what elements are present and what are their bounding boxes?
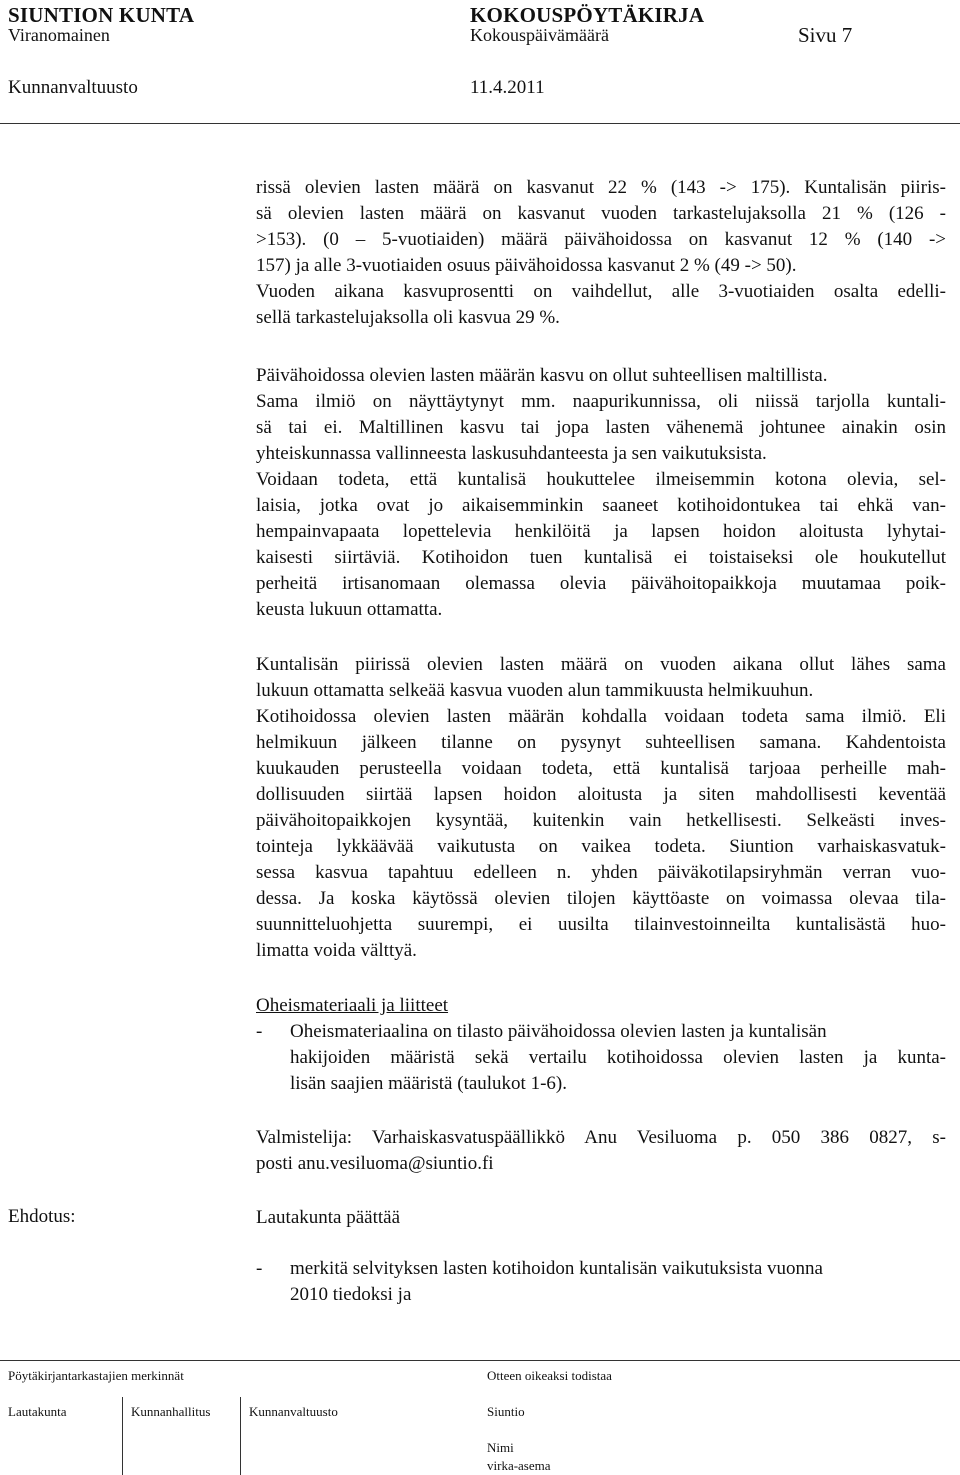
text-line: yhteiskunnassa vallinneesta laskusuhdanteesta ja sen vaikutuksista. <box>256 443 767 464</box>
paragraph-1 <box>256 175 946 331</box>
text-line: kuukauden perusteella voidaan todeta, että kuntalisä tarjoaa perheille mah- <box>256 758 946 779</box>
footer-column-divider <box>122 1397 123 1475</box>
text-line: 157) ja alle 3-vuotiaiden osuus päivähoidossa kasvanut 2 % (49 -> 50). <box>256 255 797 276</box>
page-number: Sivu 7 <box>798 23 853 47</box>
text-line: laisia, jotka ovat jo aikaisemminkin saaneet kotihoidontukea tai ehkä van- <box>256 495 946 516</box>
attachments-heading: Oheismateriaali ja liitteet <box>256 995 449 1016</box>
text-line: tointeja lykkäävää vaikutusta on vaikea todeta. Siuntion varhaiskasvatuk- <box>256 836 946 857</box>
text-line: helmikuun jälkeen tilanne on pysynyt suhteellisen samana. Kahdentoista <box>256 732 946 753</box>
text-line: 2010 tiedoksi ja <box>290 1284 412 1305</box>
text-line: sä olevien lasten määrä on kasvanut vuoden tarkastelujaksolla 21 % (126 - <box>256 203 946 224</box>
attachments-section <box>256 993 946 1019</box>
date-value: 11.4.2011 <box>470 77 545 98</box>
text-line: hakijoiden määristä sekä vertailu kotihoidossa olevien lasten ja kunta- <box>290 1047 946 1068</box>
date-label: Kokouspäivämäärä <box>470 25 609 45</box>
text-line: merkitä selvityksen lasten kotihoidon kuntalisän vaikutuksista vuonna <box>290 1258 823 1279</box>
text-line: Kuntalisän piirissä olevien lasten määrä on vuoden aikana ollut lähes sama <box>256 654 946 675</box>
authority-label: Viranomainen <box>8 25 110 45</box>
text-line: keusta lukuun ottamatta. <box>256 599 443 620</box>
text-line: Valmistelija: Varhaiskasvatuspäällikkö Anu Vesiluoma p. 050 386 0827, s- <box>256 1127 946 1148</box>
text-line: dessa. Ja koska käytössä olevien tilojen käyttöaste on voimassa olevaa tila- <box>256 888 946 909</box>
footer-col-lautakunta: Lautakunta <box>8 1404 67 1419</box>
footer-column-divider <box>240 1397 241 1475</box>
text-line: sellä tarkastelujaksolla oli kasvua 29 %. <box>256 307 560 328</box>
text-line: Päivähoidossa olevien lasten määrän kasvu on ollut suhteellisen maltillista. <box>256 365 828 386</box>
text-line: sessa kasvua tapahtuu edelleen n. yhden päiväkotilapsiryhmän verran vuo- <box>256 862 946 883</box>
bullet-dash: - <box>256 1258 263 1279</box>
footer-col-kunnanvaltuusto: Kunnanvaltuusto <box>249 1404 338 1419</box>
text-line: Kotihoidossa olevien lasten määrän kohdalla voidaan todeta sama ilmiö. Eli <box>256 706 946 727</box>
text-line: dollisuuden siirtää lapsen hoidon aloitusta ja siten mahdollisesti keventää <box>256 784 946 805</box>
footer-right-title: Otteen oikeaksi todistaa <box>487 1368 612 1383</box>
text-line: lukuun ottamatta selkeää kasvua vuoden alun tammikuusta helmikuuhun. <box>256 680 814 701</box>
paragraph-3 <box>256 652 946 964</box>
proposal-label: Ehdotus: <box>8 1206 76 1227</box>
footer-divider <box>0 1360 960 1361</box>
footer-place: Siuntio <box>487 1404 525 1419</box>
text-line: >153). (0 – 5-vuotiaiden) määrä päivähoidossa on kasvanut 12 % (140 -> <box>256 229 946 250</box>
footer-title-label: virka-asema <box>487 1458 551 1473</box>
document-type: KOKOUSPÖYTÄKIRJA <box>470 3 705 27</box>
text-line: Sama ilmiö on näyttäytynyt mm. naapurikunnissa, oli niissä tarjolla kuntali- <box>256 391 946 412</box>
text-line: suunnitteluohjetta suurempi, ei uusilta tilainvestoinneilta kuntalisästä huo- <box>256 914 946 935</box>
header-divider <box>0 123 960 124</box>
text-line: posti anu.vesiluoma@siuntio.fi <box>256 1153 494 1174</box>
text-line: Vuoden aikana kasvuprosentti on vaihdellut, alle 3-vuotiaiden osalta edelli- <box>256 281 946 302</box>
text-line: limatta voida välttyä. <box>256 940 417 961</box>
text-line: kaisesti siirtäviä. Kotihoidon tuen kuntalisä ei toistaiseksi ole houkutellut <box>256 547 946 568</box>
paragraph-2 <box>256 363 946 623</box>
authority-value: Kunnanvaltuusto <box>8 77 138 98</box>
text-line: perheitä irtisanomaan olemassa olevia päivähoitopaikkoja muutamaa poik- <box>256 573 946 594</box>
bullet-dash: - <box>256 1021 263 1042</box>
text-line: sä tai ei. Maltillinen kasvu tai jopa lasten vähenemä johtunee ainakin osin <box>256 417 946 438</box>
footer-name-label: Nimi <box>487 1440 514 1455</box>
text-line: Voidaan todeta, että kuntalisä houkuttelee ilmeisemmin kotona olevia, sel- <box>256 469 946 490</box>
preparer-info <box>256 1125 946 1177</box>
text-line: päivähoitopaikkojen kysyntää, kuitenkin vain hetkellisesti. Selkeästi inves- <box>256 810 946 831</box>
footer-col-kunnanhallitus: Kunnanhallitus <box>131 1404 211 1419</box>
text-line: rissä olevien lasten määrä on kasvanut 22 % (143 -> 175). Kuntalisän piiris- <box>256 177 946 198</box>
proposal-list-item <box>290 1256 946 1308</box>
municipality-name: SIUNTION KUNTA <box>8 3 195 27</box>
text-line: Oheismateriaalina on tilasto päivähoidossa olevien lasten ja kuntalisän <box>290 1021 827 1042</box>
footer-left-title: Pöytäkirjantarkastajien merkinnät <box>8 1368 184 1383</box>
attachments-list-item <box>290 1019 946 1097</box>
text-line: Lautakunta päättää <box>256 1207 401 1228</box>
text-line: lisän saajien määristä (taulukot 1-6). <box>290 1073 567 1094</box>
decision-intro <box>256 1205 946 1231</box>
text-line: hempainvapaata lopettelevia henkilöitä ja lapsen hoidon aloitusta lyhytai- <box>256 521 946 542</box>
